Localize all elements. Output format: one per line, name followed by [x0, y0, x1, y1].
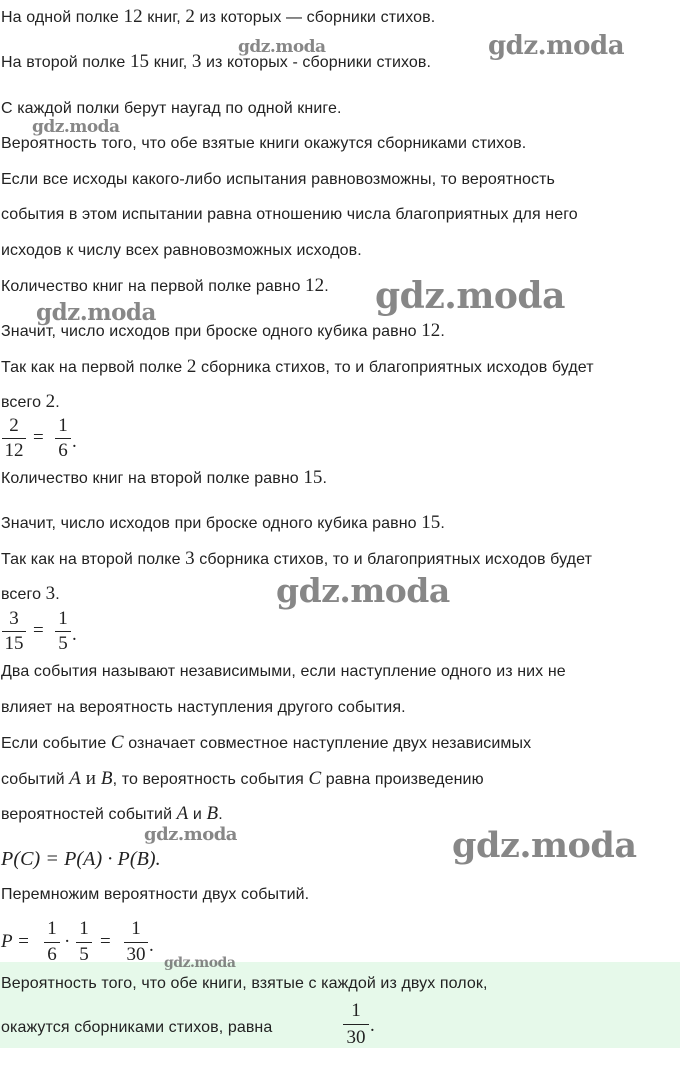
math-number: 12 — [123, 6, 143, 27]
numerator: 1 — [47, 918, 57, 939]
text-line-20 — [1, 804, 223, 825]
math-number: 15 — [303, 467, 323, 488]
fraction-1-30 — [343, 998, 369, 1046]
fraction-3-15 — [2, 605, 26, 653]
equals-sign: = — [33, 427, 44, 448]
watermark: gdz.moda — [238, 37, 326, 57]
text: , то вероятность события — [112, 771, 309, 788]
text: и — [80, 768, 101, 789]
text: На второй полке — [1, 54, 130, 71]
text-line-15 — [1, 584, 60, 605]
fraction-equation-1 — [0, 410, 120, 460]
text: книг, — [142, 9, 186, 26]
numerator: 1 — [58, 608, 68, 629]
text-line-13 — [1, 513, 445, 534]
math-variable: C — [308, 768, 322, 789]
math-number: 2 — [45, 391, 56, 412]
fraction-equation-2 — [0, 603, 120, 653]
text-line-4: Вероятность того, что обе взятые книги окажутся сборниками стихов. — [1, 135, 527, 152]
text-line-1 — [1, 7, 435, 28]
text-line-12 — [1, 468, 327, 489]
numerator: 1 — [351, 1000, 361, 1021]
text-line-8 — [1, 276, 329, 297]
text: Так как на второй полке — [1, 551, 186, 568]
fraction-2-12 — [2, 412, 26, 460]
formula-lhs: P = — [1, 931, 30, 952]
text: всего — [1, 394, 46, 411]
denominator: 5 — [58, 633, 68, 653]
answer-line-2: окажутся сборниками стихов, равна — [1, 1019, 273, 1036]
denominator: 6 — [47, 944, 57, 964]
watermark: gdz.moda — [36, 299, 156, 326]
text-line-18 — [1, 733, 531, 754]
text: равна произведению — [321, 771, 484, 788]
text-line-5: Если все исходы какого-либо испытания равновозможны, то вероятность — [1, 171, 555, 188]
equals-sign: = — [100, 931, 111, 952]
fraction-bar — [124, 942, 148, 943]
text: сборника стихов, то и благоприятных исходов будет — [194, 551, 592, 568]
text: . — [55, 394, 60, 411]
fraction-1-6 — [44, 914, 60, 964]
denominator: 15 — [4, 633, 24, 653]
math-number: 12 — [305, 275, 325, 296]
denominator: 5 — [79, 944, 89, 964]
text: сборника стихов, то и благоприятных исходов будет — [196, 359, 594, 376]
text-line-7: исходов к числу всех равновозможных исходов. — [1, 242, 362, 259]
watermark: gdz.moda — [375, 275, 565, 317]
text: Количество книг на первой полке равно — [1, 278, 306, 295]
text-line-19 — [1, 769, 484, 790]
denominator: 6 — [58, 440, 68, 460]
text: событий — [1, 771, 70, 788]
fraction-bar — [44, 942, 60, 943]
watermark: gdz.moda — [32, 117, 120, 137]
text-line-14 — [1, 549, 592, 570]
answer-line-1: Вероятность того, что обе книги, взятые с каждой из двух полок, — [1, 975, 488, 992]
fraction-bar — [76, 942, 92, 943]
math-variable: C — [110, 732, 124, 753]
math-variable: B — [100, 768, 113, 789]
math-variable: A — [69, 768, 81, 789]
fraction-1-5 — [55, 605, 71, 653]
math-number: 12 — [421, 320, 441, 341]
math-number: 3 — [191, 51, 202, 72]
text-line-17: влияет на вероятность наступления другого события. — [1, 699, 406, 716]
period: . — [370, 1015, 375, 1036]
period: . — [149, 935, 154, 956]
fraction-bar — [55, 438, 71, 439]
math-number: 3 — [185, 548, 195, 569]
watermark: gdz.moda — [488, 31, 625, 61]
equals-sign: = — [33, 620, 44, 641]
text: . — [218, 806, 223, 823]
text-line-6: события в этом испытании равна отношению числа благоприятных для него — [1, 206, 578, 223]
watermark: gdz.moda — [276, 571, 450, 610]
text: Так как на первой полке — [1, 359, 187, 376]
numerator: 1 — [79, 918, 89, 939]
text: из которых - сборники стихов. — [201, 54, 432, 71]
text: книг, — [149, 54, 192, 71]
text: Количество книг на второй полке равно — [1, 470, 304, 487]
text: из которых — сборники стихов. — [194, 9, 436, 26]
text-line-2 — [1, 52, 431, 73]
text: означает совместное наступление двух независимых — [123, 735, 532, 752]
watermark: gdz.moda — [144, 824, 237, 845]
text-line-10 — [1, 357, 594, 378]
numerator: 1 — [58, 415, 68, 436]
fraction-1-6 — [55, 412, 71, 460]
answer-fraction — [340, 996, 390, 1046]
text-line-3: С каждой полки берут наугад по одной книге. — [1, 100, 342, 117]
math-number: 2 — [185, 6, 195, 27]
text: всего — [1, 586, 46, 603]
fraction-bar — [2, 438, 26, 439]
text: Значит, число исходов при броске одного кубика равно — [1, 323, 422, 340]
math-number: 15 — [129, 51, 150, 72]
text: . — [324, 278, 329, 295]
fraction-bar — [55, 631, 71, 632]
denominator: 30 — [126, 944, 146, 964]
formula-independent-events: P(C) = P(A) · P(B). — [1, 848, 161, 870]
text: На одной полке — [1, 9, 124, 26]
denominator: 12 — [4, 440, 24, 460]
math-variable: B — [206, 803, 219, 824]
math-number: 15 — [421, 512, 441, 533]
fraction-bar — [2, 631, 26, 632]
text: . — [55, 586, 60, 603]
numerator: 2 — [9, 415, 19, 436]
math-variable: A — [176, 803, 189, 824]
fraction-1-5 — [76, 914, 92, 964]
text: Значит, число исходов при броске одного кубика равно — [1, 515, 422, 532]
text: вероятностей событий — [1, 806, 177, 823]
text-line-22: Перемножим вероятности двух событий. — [1, 886, 310, 903]
watermark: gdz.moda — [452, 825, 637, 866]
numerator: 1 — [131, 918, 141, 939]
denominator: 30 — [346, 1027, 366, 1046]
watermark: gdz.moda — [164, 955, 236, 971]
text: . — [440, 323, 445, 340]
fraction-1-30 — [124, 914, 148, 964]
math-number: 3 — [45, 583, 56, 604]
text: . — [322, 470, 328, 487]
text: и — [188, 806, 207, 823]
numerator: 3 — [9, 608, 19, 629]
period: . — [72, 624, 77, 645]
math-number: 2 — [186, 356, 197, 377]
multiply-sign: · — [64, 931, 71, 952]
text: . — [440, 515, 445, 532]
text-line-16: Два события называют независимыми, если наступление одного из них не — [1, 663, 566, 680]
text: Если событие — [1, 735, 111, 752]
period: . — [72, 431, 77, 452]
fraction-bar — [343, 1024, 369, 1025]
